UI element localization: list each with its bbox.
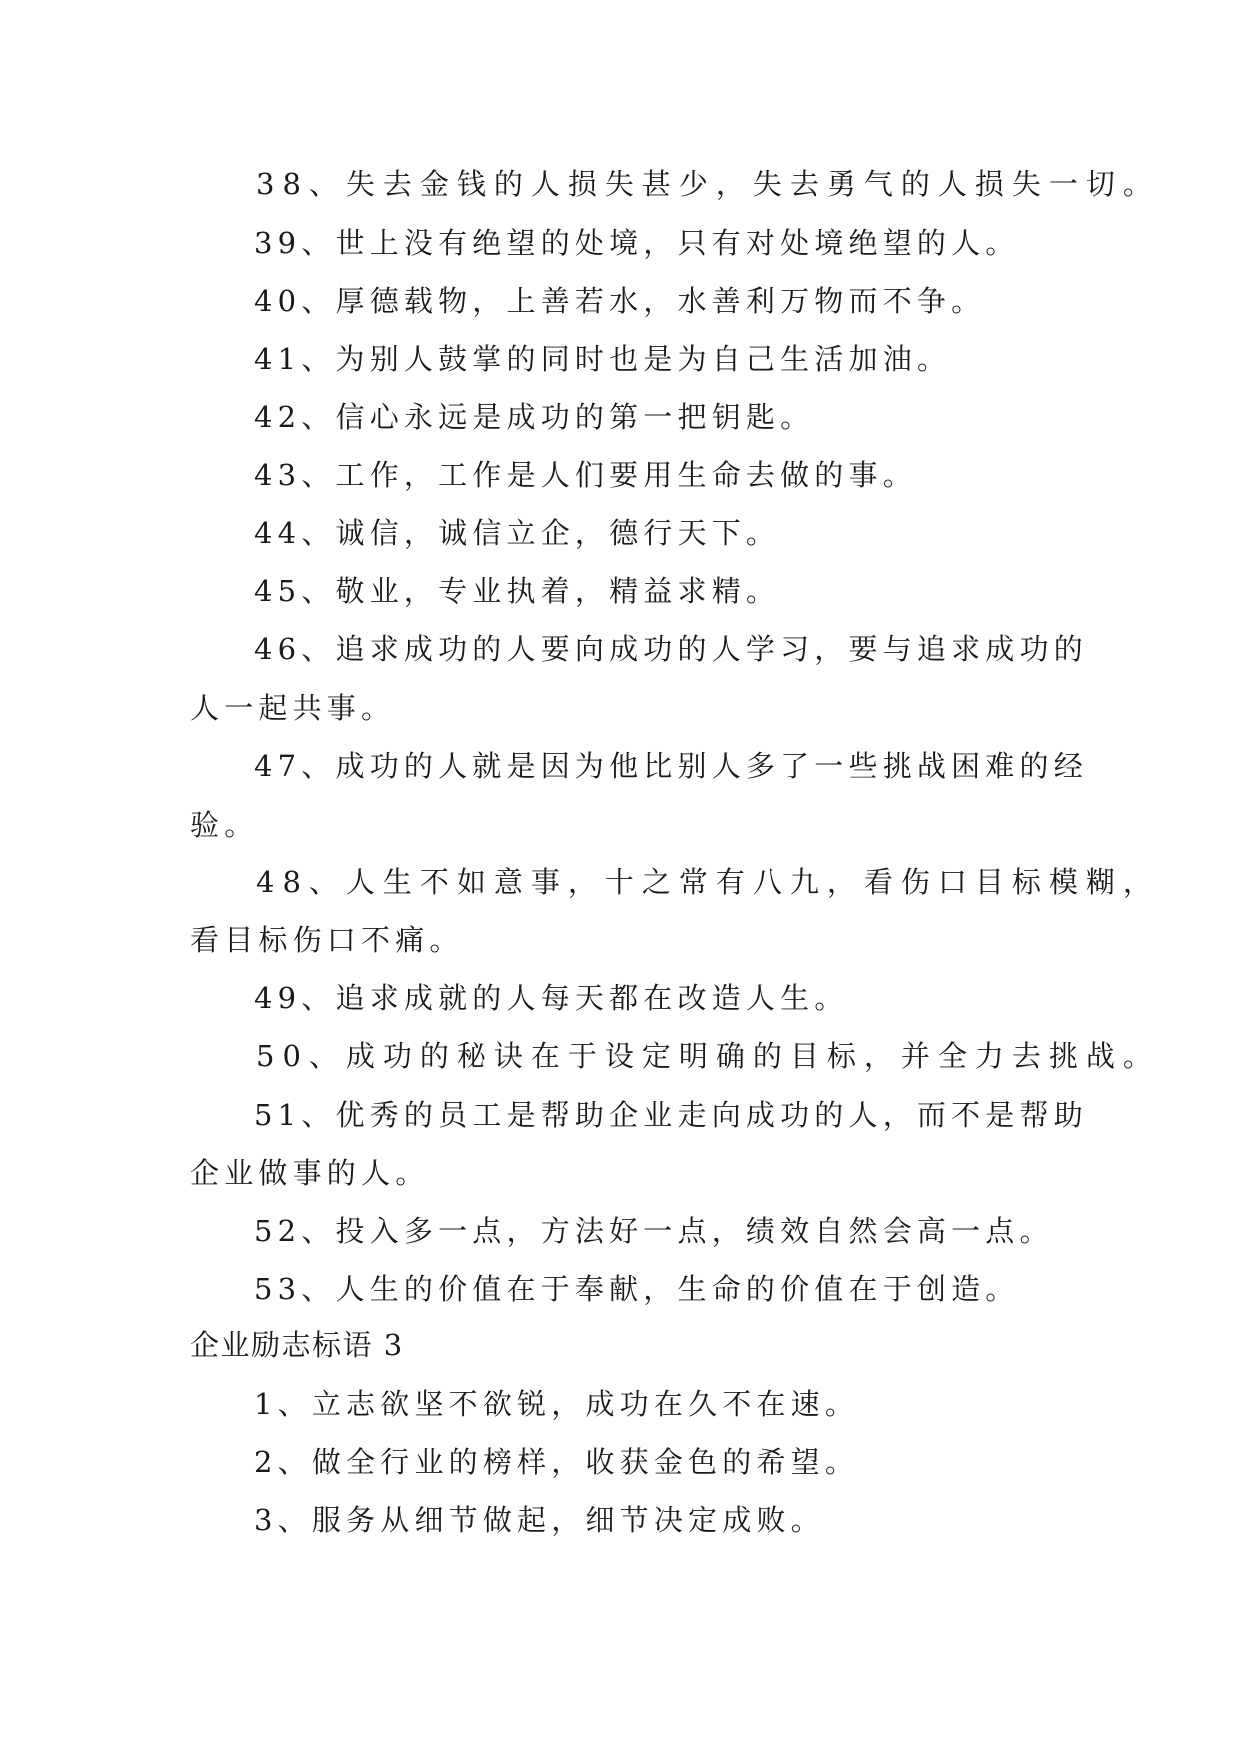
slogan-46-continued: 人一起共事。 [190,691,396,725]
slogan-47-continued: 验。 [190,808,259,842]
slogan-46: 46、追求成功的人要向成功的人学习，要与追求成功的 [254,632,1088,666]
slogan-50: 50、成功的秘诀在于设定明确的目标，并全力去挑战。 [256,1039,1160,1073]
slogan-41: 41、为别人鼓掌的同时也是为自己生活加油。 [254,342,952,376]
slogan-40: 40、厚德载物，上善若水，水善利万物而不争。 [254,284,986,318]
slogan-48: 48、人生不如意事，十之常有八九，看伤口目标模糊， [256,865,1160,899]
slogan-51-continued: 企业做事的人。 [190,1156,430,1190]
slogan-42: 42、信心永远是成功的第一把钥匙。 [254,400,815,434]
slogan-51: 51、优秀的员工是帮助企业走向成功的人，而不是帮助 [254,1098,1088,1132]
section-heading: 企业励志标语 3 [190,1328,404,1362]
slogan-44: 44、诚信，诚信立企，德行天下。 [254,516,781,550]
slogan-45: 45、敬业，专业执着，精益求精。 [254,574,781,608]
slogan-3: 3、服务从细节做起，细节决定成败。 [254,1503,825,1537]
slogan-39: 39、世上没有绝望的处境，只有对处境绝望的人。 [254,226,1020,260]
slogan-48-continued: 看目标伤口不痛。 [190,923,464,957]
slogan-2: 2、做全行业的榜样，收获金色的希望。 [254,1445,860,1479]
slogan-47: 47、成功的人就是因为他比别人多了一些挑战困难的经 [254,749,1088,783]
slogan-1: 1、立志欲坚不欲锐，成功在久不在速。 [254,1387,860,1421]
slogan-43: 43、工作，工作是人们要用生命去做的事。 [254,458,917,492]
slogan-49: 49、追求成就的人每天都在改造人生。 [254,981,849,1015]
slogan-52: 52、投入多一点，方法好一点，绩效自然会高一点。 [254,1214,1054,1248]
slogan-53: 53、人生的价值在于奉献，生命的价值在于创造。 [254,1272,1020,1306]
slogan-38: 38、失去金钱的人损失甚少，失去勇气的人损失一切。 [256,167,1160,201]
